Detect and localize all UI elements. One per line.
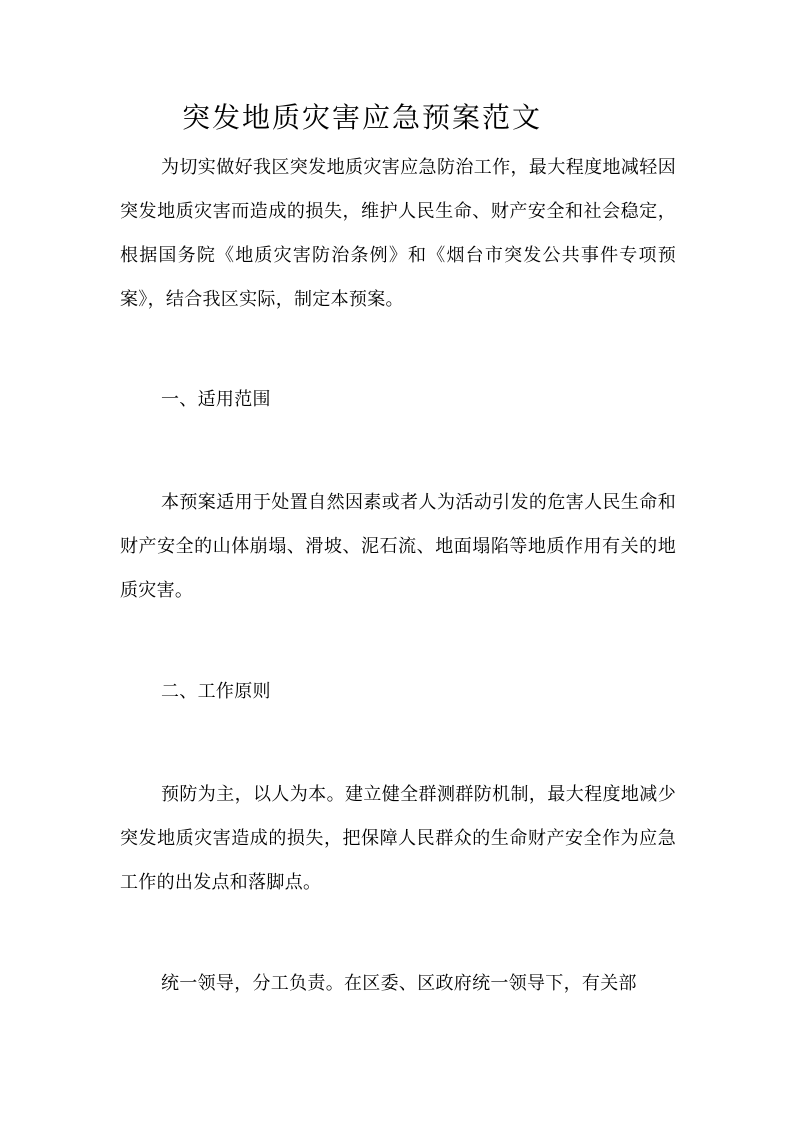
principle-paragraph-leadership: 统一领导，分工负责。在区委、区政府统一领导下，有关部	[161, 973, 637, 994]
document-title: 突发地质灾害应急预案范文	[182, 101, 543, 134]
intro-paragraph: 为切实做好我区突发地质灾害应急防治工作，最大程度地减轻因突发地质灾害而造成的损失，维护人民生命、财产安全和社会稳定，根据国务院《地质灾害防治条例》和《烟台市突发公共事件专项预案》，结合我区实际，制定本预案。	[120, 157, 676, 310]
scope-paragraph: 本预案适用于处置自然因素或者人为活动引发的危害人民生命和财产安全的山体崩塌、滑坡、泥石流、地面塌陷等地质作用有关的地质灾害。	[120, 492, 676, 601]
section-heading-principles: 二、工作原则	[161, 681, 271, 702]
principle-paragraph-prevention: 预防为主，以人为本。建立健全群测群防机制，最大程度地减少突发地质灾害造成的损失，把保障人民群众的生命财产安全作为应急工作的出发点和落脚点。	[120, 784, 676, 893]
section-heading-scope: 一、适用范围	[161, 389, 271, 410]
